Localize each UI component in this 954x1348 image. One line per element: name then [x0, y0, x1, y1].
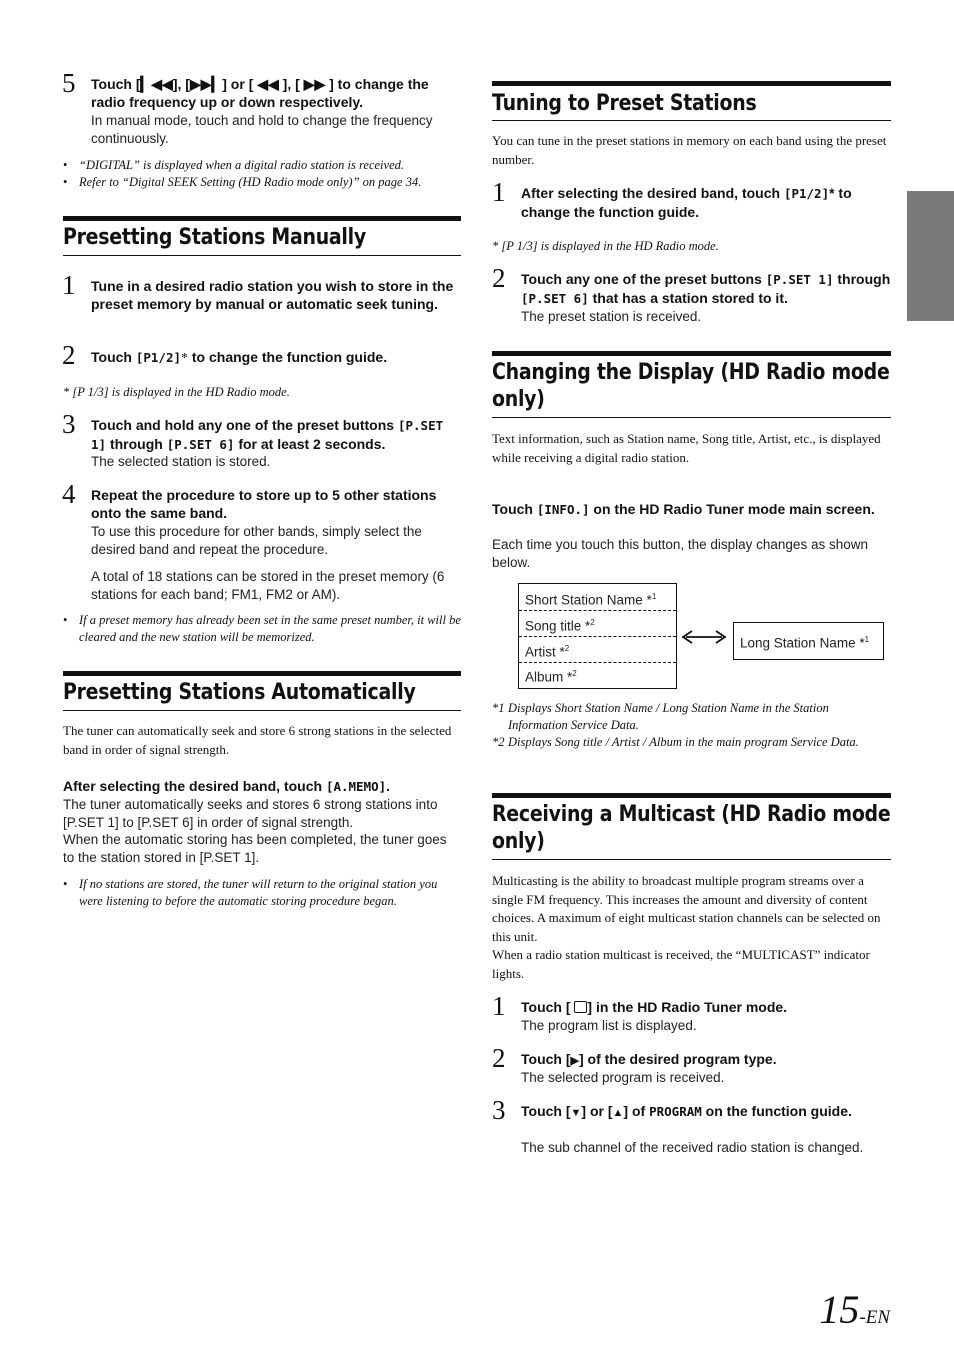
step-number: 2	[492, 1043, 506, 1073]
step-number: 1	[492, 991, 506, 1021]
double-arrow-icon	[680, 629, 728, 645]
divider	[519, 662, 676, 663]
step-number: 4	[62, 479, 76, 509]
side-tab	[907, 191, 954, 321]
display-item-song-title: Song title *$^2$	[525, 618, 595, 634]
intro-paragraph: The tuner can automatically seek and store 6 strong stations in the selected band in order of signal strength.	[63, 723, 452, 757]
prev-track-icon: ▎◀◀	[140, 76, 173, 92]
instruction-body: Each time you touch this button, the display changes as shown below.	[492, 537, 868, 570]
long-name-box	[733, 622, 884, 660]
list-icon	[574, 1001, 587, 1013]
step-body: The program list is displayed.	[521, 1018, 697, 1033]
footnote: * [P 1/3] is displayed in the HD Radio mode.	[63, 385, 290, 399]
step-title: After selecting the desired band, touch [P1/2]* to change the function guide.	[521, 185, 852, 220]
step-number: 2	[492, 263, 506, 293]
step-number: 3	[492, 1095, 506, 1125]
step-title: Repeat the procedure to store up to 5 other stations onto the same band.	[91, 487, 437, 521]
instruction: After selecting the desired band, touch [A.MEMO].	[63, 778, 391, 794]
step-body: A total of 18 stations can be stored in the preset memory (6 stations for each band; FM1, FM2 or AM).	[91, 569, 445, 602]
instruction-body: The tuner automatically seeks and stores 6 strong stations into [P.SET 1] to [P.SET 6] in order of signal strength.	[63, 797, 438, 830]
bullet-item: • If no stations are stored, the tuner will return to the original station you were listening to before the automatic storing procedure began.	[63, 877, 438, 908]
step-title: Touch [▎◀◀], [▶▶▎] or [ ◀◀ ], [ ▶▶ ] to change the radio frequency up or down respectively.	[91, 76, 429, 110]
step-title: Tune in a desired radio station you wish to store in the preset memory by manual or automatic seek tuning.	[91, 278, 454, 312]
display-item-short-name: Short Station Name *$^1$	[525, 592, 657, 608]
display-sequence-box	[518, 583, 677, 689]
divider	[519, 610, 676, 611]
section-heading	[63, 216, 461, 256]
step-number: 1	[62, 270, 76, 300]
instruction: Touch [INFO.] on the HD Radio Tuner mode main screen.	[492, 501, 875, 517]
section-title: Presetting Stations Automatically	[63, 680, 416, 705]
step-title: Touch [P1/2]* to change the function guide.	[91, 349, 388, 366]
up-arrow-icon: ▲	[612, 1107, 624, 1119]
intro-paragraph: You can tune in the preset stations in memory on each band using the preset number.	[492, 133, 887, 167]
step-number: 2	[62, 340, 76, 370]
next-track-icon: ▶▶▎	[189, 76, 223, 92]
section-title-line: Changing the Display (HD Radio mode	[492, 360, 890, 385]
intro-paragraph: When a radio station multicast is received, the “MULTICAST” indicator lights.	[492, 947, 870, 981]
step-title: Touch [▶] of the desired program type.	[521, 1051, 777, 1067]
section-heading	[492, 793, 891, 860]
step-body: The sub channel of the received radio station is changed.	[521, 1140, 864, 1155]
section-title: Presetting Stations Manually	[63, 225, 366, 250]
bullet-item: • “DIGITAL” is displayed when a digital radio station is received.	[63, 158, 404, 172]
down-arrow-icon: ▼	[570, 1107, 582, 1119]
step-number: 1	[492, 177, 506, 207]
fast-forward-icon: ▶▶	[303, 76, 326, 92]
step-body: The selected program is received.	[521, 1070, 725, 1085]
display-item-artist: Artist *$^2$	[525, 644, 570, 660]
step-title: Touch and hold any one of the preset buttons [P.SET 1] through [P.SET 6] for at least 2 seconds.	[91, 417, 444, 452]
section-title-line: only)	[492, 829, 545, 854]
footnote: * [P 1/3] is displayed in the HD Radio mode.	[492, 239, 719, 253]
bullet-item: • If a preset memory has already been set in the same preset number, it will be cleared and the new station will be memorized.	[63, 613, 461, 644]
divider	[519, 636, 676, 637]
page-number: 15-EN	[819, 1287, 890, 1332]
diagram-note: *2 Displays Song title / Artist / Album in the main program Service Data.	[492, 735, 859, 749]
intro-paragraph: Text information, such as Station name, Song title, Artist, etc., is displayed while receiving a digital radio station.	[492, 431, 881, 465]
step-body: In manual mode, touch and hold to change the frequency continuously.	[91, 113, 433, 146]
step-number: 3	[62, 409, 76, 439]
section-heading	[492, 81, 891, 121]
intro-paragraph: Multicasting is the ability to broadcast multiple program streams over a single FM frequency. This increases the amount and diversity of content choices. A maximum of eight multicast station channels can be selected on this unit.	[492, 873, 881, 944]
step-number: 5	[62, 68, 76, 98]
step-title: Touch any one of the preset buttons [P.SET 1] through [P.SET 6] that has a station stored to it.	[521, 271, 891, 306]
section-title-line: Receiving a Multicast (HD Radio mode	[492, 802, 891, 827]
step-title: Touch [ ] in the HD Radio Tuner mode.	[521, 999, 788, 1015]
play-icon: ▶	[570, 1055, 579, 1067]
rewind-icon: ◀◀	[257, 76, 279, 92]
display-item-long-name: Long Station Name *$^1$	[740, 635, 870, 651]
step-body: The selected station is stored.	[91, 454, 271, 469]
step-body: The preset station is received.	[521, 309, 702, 324]
step-title: Touch [▼] or [▲] of PROGRAM on the function guide.	[521, 1103, 852, 1119]
section-title-line: only)	[492, 387, 545, 412]
section-title: Tuning to Preset Stations	[492, 91, 757, 116]
instruction-body: When the automatic storing has been completed, the tuner goes to the station stored in [P.SET 1].	[63, 832, 447, 865]
bullet-item: • Refer to “Digital SEEK Setting (HD Radio mode only)” on page 34.	[63, 175, 422, 189]
section-heading	[63, 671, 461, 711]
diagram-note: *1 Displays Short Station Name / Long Station Name in the Station Information Service Data.	[492, 701, 829, 732]
step-body: To use this procedure for other bands, simply select the desired band and repeat the procedure.	[91, 524, 422, 557]
section-heading	[492, 351, 891, 418]
bullet-list	[63, 157, 461, 191]
display-item-album: Album *$^2$	[525, 669, 577, 685]
